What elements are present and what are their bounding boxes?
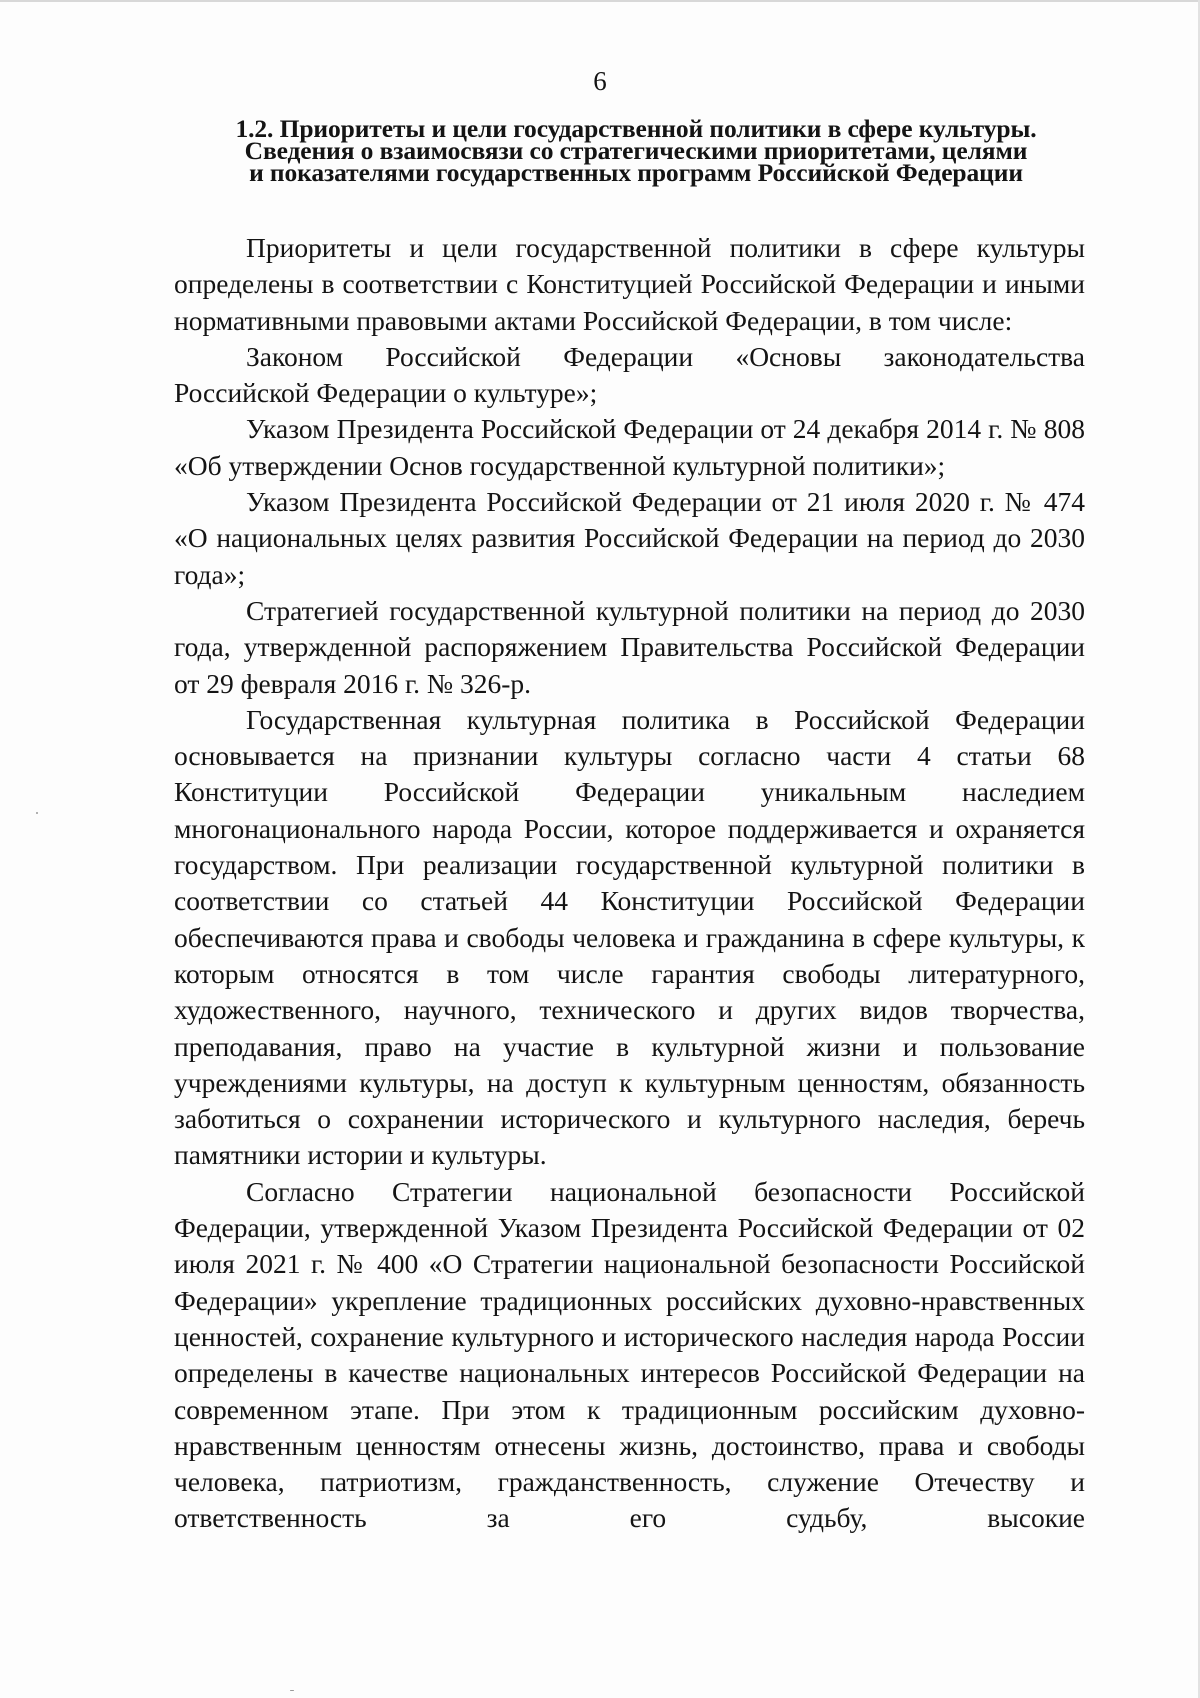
paragraph-decree-474: Указом Президента Российской Федерации от 21 июля 2020 г. № 474 «О национальных целях развития Российской Федерации на период до 2030 года»;	[174, 486, 1085, 590]
paragraph-strategy-326r: Стратегией государственной культурной политики на период до 2030 года, утвержденной распоряжением Правительства Российской Федерации от 29 февраля 2016 г. № 326-р.	[174, 594, 1085, 699]
section-title	[174, 114, 1098, 187]
scan-speck	[36, 812, 38, 814]
page-number: 6	[593, 66, 607, 96]
scan-speck	[290, 1690, 294, 1691]
section-title-line-1: 1.2. Приоритеты и цели государственной политики в сфере культуры.	[235, 114, 1037, 143]
paragraph-decree-808: Указом Президента Российской Федерации от 24 декабря 2014 г. № 808 «Об утверждении Основ государственной культурной политики»;	[174, 413, 1085, 481]
section-title-line-2: Сведения о взаимосвязи со стратегическими приоритетами, целями	[244, 136, 1028, 165]
document-body	[174, 230, 1085, 1537]
paragraph-national-security: Согласно Стратегии национальной безопасности Российской Федерации, утвержденной Указом Президента Российской Федерации от 02 июля 2021 г. № 400 «О Стратегии национальной безопасности Российской Федерации» укрепление традиционных российских духовно-нравственных ценностей, сохранение культурного и исторического наследия народа России определены в качестве национальных интересов Российской Федерации на современном этапе. При этом к традиционным российским духовно-нравственным ценностям отнесены жизнь, достоинство, права и свободы человека, патриотизм, гражданственность, служение Отечеству и ответственность за его судьбу, высокие	[174, 1175, 1085, 1534]
section-title-line-3: и показателями государственных программ Российской Федерации	[249, 158, 1023, 187]
paragraph-priorities-intro: Приоритеты и цели государственной политики в сфере культуры определены в соответствии с Конституцией Российской Федерации и иными нормативными правовыми актами Российской Федерации, в том числе:	[174, 232, 1085, 336]
paragraph-law-culture: Законом Российской Федерации «Основы законодательства Российской Федерации о культуре»;	[174, 340, 1085, 409]
paragraph-cultural-policy: Государственная культурная политика в Российской Федерации основывается на признании культуры согласно части 4 статьи 68 Конституции Российской Федерации уникальным наследием многонационального народа России, которое поддерживается и охраняется государством. При реализации государственной культурной политики в соответствии со статьей 44 Конституции Российской Федерации обеспечиваются права и свободы человека и гражданина в сфере культуры, к которым относятся в том числе гарантия свободы литературного, художественного, научного, технического и других видов творчества, преподавания, право на участие в культурной жизни и пользование учреждениями культуры, на доступ к культурным ценностям, обязанность заботиться о сохранении исторического и культурного наследия, беречь памятники истории и культуры.	[174, 703, 1085, 1171]
scan-edge-top	[0, 0, 1200, 2]
